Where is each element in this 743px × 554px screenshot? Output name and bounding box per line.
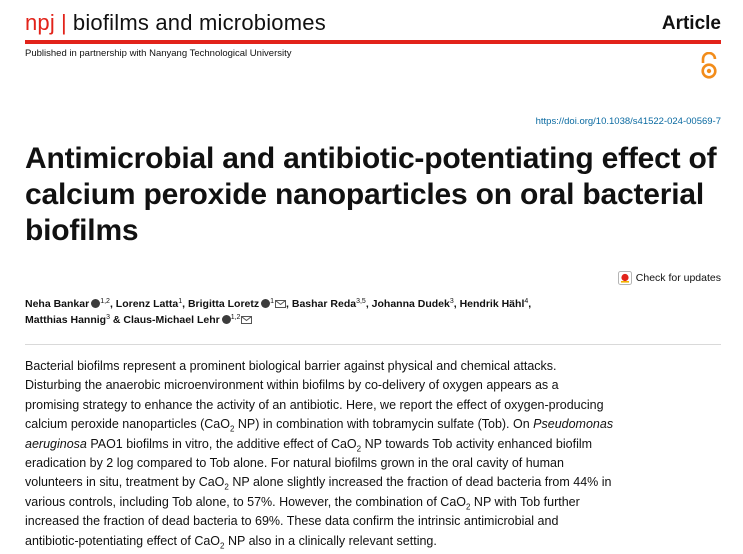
orcid-icon[interactable]: [261, 299, 270, 308]
journal-separator: |: [60, 10, 67, 35]
author-name[interactable]: Johanna Dudek: [371, 298, 450, 310]
open-access-icon: [698, 52, 720, 80]
affiliation-ref: 1: [270, 298, 275, 305]
mail-icon[interactable]: [241, 316, 252, 324]
affiliation-ref: 3: [449, 298, 454, 305]
affiliation-ref: 1: [178, 298, 183, 305]
affiliation-ref: 4: [524, 298, 529, 305]
mail-icon[interactable]: [275, 300, 286, 308]
author-name[interactable]: Claus-Michael Lehr: [123, 314, 220, 326]
journal-header: [25, 10, 326, 36]
check-updates-label: Check for updates: [635, 272, 721, 284]
section-divider: [25, 344, 721, 345]
abstract: Bacterial biofilms represent a prominent biological barrier against physical and chemical attacks. Disturbing the anaerobic microenvironment within biofilms by co-delivery of oxygen appears as a promising strategy to enhance the activity of an antibiotic. Here, we report the effect of oxygen-producing calcium peroxide nanoparticles (CaO$_2$ NP) in combination with tobramycin sulfate (Tob). On Pseudomonas aeruginosa PAO1 biofilms in vitro, the additive effect of CaO$_2$ NP towards Tob activity enhanced biofilm eradication by 2 log compared to Tob alone. For natural biofilms grown in the oral cavity of human volunteers in situ, treatment by CaO$_2$ NP alone slightly increased the fraction of dead bacteria from 44% in various controls, including Tob alone, to 57%. However, the combination of CaO$_2$ NP with Tob further increased the fraction of dead bacteria to 69%. These data confirm the intrinsic antimicrobial and antibiotic-potentiating effect of CaO$_2$ NP also in a clinically relevant setting.: [25, 359, 614, 551]
header-rule: [25, 40, 721, 44]
journal-name: biofilms and microbiomes: [72, 10, 326, 35]
affiliation-ref: 1,2: [100, 298, 110, 305]
affiliation-ref: 3,5: [356, 298, 366, 305]
author-name[interactable]: Neha Bankar: [25, 298, 90, 310]
doi-link[interactable]: https://doi.org/10.1038/s41522-024-00569-7: [535, 116, 721, 127]
author-name[interactable]: Matthias Hannig: [25, 314, 107, 326]
author-list: Neha Bankar $^{1,2}$, Lorenz Latta$^1$, Brigitta Loretz $^1$ , Bashar Reda$^{3,5}$, Johanna Dudek$^3$, Hendrik Hähl$^4$, Matthias Hannig$^3$ & Claus-Michael Lehr $^{1,2}$: [25, 298, 532, 326]
orcid-icon[interactable]: [91, 299, 100, 308]
partnership-note: Published in partnership with Nanyang Technological University: [25, 48, 292, 59]
article-title: Antimicrobial and antibiotic-potentiating effect of calcium peroxide nanoparticles on oral bacterial biofilms: [25, 142, 717, 247]
orcid-icon[interactable]: [222, 315, 231, 324]
check-for-updates-button[interactable]: [618, 271, 721, 285]
author-name[interactable]: Bashar Reda: [291, 298, 357, 310]
affiliation-ref: 1,2: [230, 314, 241, 321]
article-type-label: Article: [661, 13, 721, 34]
affiliation-ref: 3: [106, 314, 110, 321]
author-name[interactable]: Lorenz Latta: [115, 298, 179, 310]
author-name[interactable]: Brigitta Loretz: [187, 298, 260, 310]
check-updates-icon: [618, 271, 632, 285]
journal-abbreviation: npj: [25, 10, 55, 35]
species-name: Pseudomonas aeruginosa: [25, 417, 614, 451]
author-name[interactable]: Hendrik Hähl: [459, 298, 525, 310]
